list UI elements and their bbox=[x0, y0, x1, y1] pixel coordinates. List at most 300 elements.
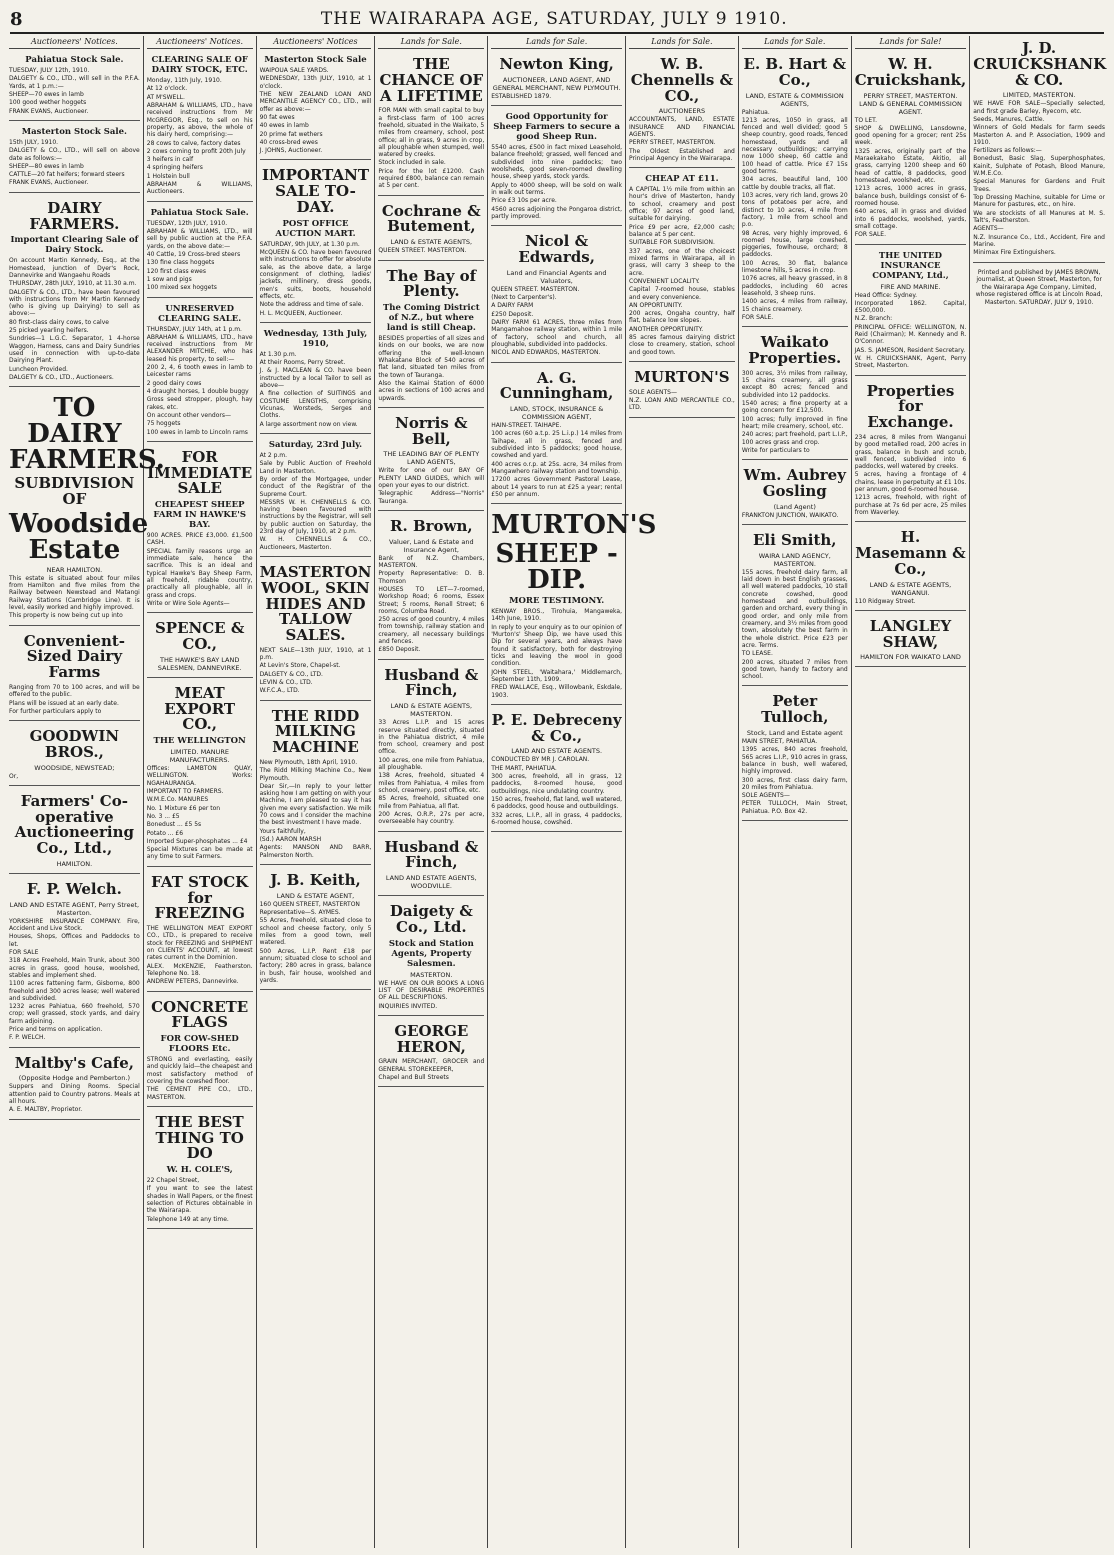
column-3 bbox=[257, 36, 376, 1548]
ad-text-line: (Next to Carpenter's). bbox=[491, 294, 557, 301]
ad-text-line: NEXT SALE—13th JULY, 1910, at 1 p.m. bbox=[259, 646, 372, 662]
ad-text-line: FRANK EVANS, Auctioneer. bbox=[9, 179, 89, 187]
ad-subheading: LAND & ESTATE AGENT, bbox=[276, 891, 355, 900]
ad-text-line: Telegraphic Address—"Norris" Tauranga. bbox=[378, 490, 485, 505]
ad-text-line: 332 acres, L.I.P., all in grass, 4 paddocks, 6-roomed house, cowshed. bbox=[491, 811, 622, 826]
advertisement bbox=[9, 196, 140, 388]
ad-text-line: 1232 acres Pahiatua, 660 freehold, 570 crop; well grassed, stock yards, and dairy farm adjoining. bbox=[9, 1003, 140, 1025]
ad-text-line: FRANKTON JUNCTION, WAIKATO. bbox=[741, 511, 839, 519]
ad-text-line: AGENTS— bbox=[973, 225, 1004, 233]
advertisement bbox=[378, 835, 484, 897]
advertisement bbox=[260, 163, 372, 322]
ad-subheading: LAND, STOCK, INSURANCE & COMMISSION AGENT, bbox=[509, 405, 604, 421]
ad-subheading: MASTERTON. bbox=[410, 970, 453, 979]
ad-text-line: 304 acres, beautiful land, 100 cattle by double tracks, all flat. bbox=[741, 176, 848, 191]
ad-headline: J. B. Keith, bbox=[270, 870, 361, 889]
ad-headline: MEAT EXPORT CO., bbox=[164, 683, 236, 734]
ad-headline: W. B. Chennells & CO., bbox=[630, 55, 734, 105]
ad-text-line: Write for particulars to bbox=[741, 446, 810, 454]
advertisement bbox=[9, 1051, 140, 1120]
ad-headline: MASTERTON WOOL, SKIN HIDES AND TALLOW SALES. bbox=[259, 563, 372, 644]
ad-headline: Nicol & Edwards, bbox=[518, 232, 595, 266]
ad-title: FOR COW-SHED FLOORS Etc. bbox=[160, 1034, 239, 1054]
advertisement bbox=[9, 877, 140, 1048]
ad-subheading: AUCTIONEERS bbox=[658, 107, 706, 116]
ad-text-line: Write or Wire Sole Agents— bbox=[146, 599, 230, 607]
ad-text-line: Ranging from 70 to 100 acres, and will be offered to the public. bbox=[9, 683, 140, 699]
ad-title: UNRESERVED CLEARING SALE. bbox=[158, 303, 242, 324]
ad-title: MORE TESTIMONY. bbox=[509, 596, 605, 607]
ad-text-line: 138 Acres, freehold, situated 4 miles from Pahiatua, 4 miles from school, creamery, post office, etc. bbox=[378, 772, 485, 794]
ad-text-line: YORKSHIRE INSURANCE COMPANY. Fire, Accident and Live Stock. bbox=[9, 917, 140, 932]
ad-text-line: Plans will be issued at an early date. bbox=[9, 699, 119, 707]
advertisement bbox=[147, 445, 253, 613]
ad-text-line: No. 3 ... £5 bbox=[146, 812, 180, 820]
advertisement bbox=[629, 171, 735, 362]
ad-subheading: LAND & ESTATE AGENTS, bbox=[390, 238, 473, 247]
ad-text-line: Houses, Shops, Offices and Paddocks to let. bbox=[9, 933, 140, 948]
advertisement bbox=[147, 616, 253, 678]
ad-text-line: Representative—S. AYMES. bbox=[259, 909, 341, 916]
ad-text-line: 25 picked yearling heifers. bbox=[9, 327, 89, 335]
ad-text-line: ABRAHAM & WILLIAMS, LTD., have received instructions from Mr ALEXANDER MITCHIE, who has leased his property, to sell:— bbox=[146, 333, 253, 363]
advertisement bbox=[147, 301, 253, 442]
ad-text-line: FOR SALE. bbox=[854, 231, 887, 239]
ad-text-line: HAIN-STREET. TAIHAPE. bbox=[491, 422, 562, 429]
ad-subheading: LAND AND ESTATE AGENTS. bbox=[511, 747, 603, 756]
ad-text-line: W. H. CHENNELLS & CO., Auctioneers, Masterton. bbox=[259, 536, 372, 551]
ad-text-line: 15th JULY, 1910. bbox=[9, 138, 59, 146]
ad-text-line: MESSRS W. H. CHENNELLS & CO. having been favoured with instructions by the Registrar, will sell by public auction on Saturday, the 23rd day of July, 1910, at 2 p.m. bbox=[259, 498, 372, 536]
ad-text-line: THURSDAY, 28th JULY, 1910, at 11.30 a.m. bbox=[9, 280, 137, 288]
ad-text-line: The Ridd Milking Machine Co., New Plymouth. bbox=[259, 767, 372, 782]
ad-text-line: This estate is situated about four miles from Hamilton and five miles from the Railway between Newstead and Matangi Railway Stations (Cambridge Line). It is level, easily worked and highly improved. bbox=[9, 574, 140, 611]
advertisement bbox=[378, 514, 484, 660]
advertisement bbox=[491, 507, 657, 705]
advertisement bbox=[260, 326, 372, 434]
advertisement bbox=[491, 229, 622, 362]
ad-text-line: TUESDAY, JULY 12th, 1910. bbox=[9, 67, 90, 74]
ad-text-line: 1540 acres; a fine property at a going concern for £12,500. bbox=[741, 400, 848, 415]
advertisement bbox=[855, 525, 967, 611]
advertisement bbox=[491, 52, 622, 106]
ad-text-line: At 2 p.m. bbox=[259, 451, 288, 459]
ad-text-line: On account Martin Kennedy, Esq., at the Homestead, junction of Dyer's Rock, Dannevirke and Wangaehu Roads bbox=[9, 257, 140, 279]
ad-text-line: 300 acres, first class dairy farm, 20 miles from Pahiatua. bbox=[741, 776, 848, 791]
ad-text-line: 1213 acres, 1050 in grass, all fenced and well divided; good 5 sheep country, good roads, fenced homestead, yards and all necessary outbuildings; carrying now 1000 sheep, 60 cattle and 100 head of cattle. Price £7 15s good terms. bbox=[741, 116, 848, 175]
ad-text-line: H. L. McQUEEN, Auctioneer. bbox=[259, 309, 343, 317]
ad-text-line: 234 acres, 8 miles from Wanganui by good metalled road, 200 acres in grass, balance in bush and scrub, well fenced, subdivided into 6 paddocks, well watered by creeks. bbox=[854, 433, 967, 471]
ad-text-line: 100 acres; fully improved in fine heart; mile creamery, school, etc. bbox=[741, 415, 848, 430]
ad-text-line: TO LET. bbox=[854, 116, 877, 124]
ad-text-line: CONDUCTED BY MR J. CAROLAN. bbox=[491, 756, 590, 764]
ad-text-line: The Oldest Established and Principal Agency in the Wairarapa. bbox=[629, 147, 735, 162]
ad-title: Saturday, 23rd July. bbox=[268, 439, 363, 450]
advertisement bbox=[855, 614, 967, 668]
ad-text-line: FRED WALLACE, Esq., Willowbank, Eskdale, 1903. bbox=[491, 684, 622, 699]
ad-headline: THE BEST THING TO DO bbox=[155, 1112, 244, 1163]
ad-subheading: WAIRA LAND AGENCY, MASTERTON. bbox=[758, 551, 831, 568]
ad-text-line: CATTLE—20 fat heifers; forward steers bbox=[9, 171, 125, 179]
ad-text-line: N.Z. LOAN AND MERCANTILE CO., LTD. bbox=[629, 397, 735, 412]
ad-subheading: (Land Agent) bbox=[773, 502, 816, 511]
column-heading: Auctioneers' Notices. bbox=[147, 36, 253, 49]
ad-text-line: THURSDAY, JULY 14th, at 1 p.m. bbox=[146, 325, 242, 333]
ad-title: THE UNITED INSURANCE COMPANY, Ltd., bbox=[872, 250, 949, 281]
ad-headline: P. E. Debreceny & Co., bbox=[491, 710, 622, 745]
ad-headline: Daigety & Co., Ltd. bbox=[389, 902, 473, 936]
ad-text-line: PERRY STREET, MASTERTON. bbox=[629, 139, 716, 147]
ad-text-line: 337 acres, one of the choicest mixed farms in Wairarapa, all in grass, will carry 3 sheep to the acre. bbox=[629, 247, 735, 277]
ad-text-line: New Plymouth, 18th April, 1910. bbox=[259, 758, 358, 766]
ad-text-line: WE HAVE ON OUR BOOKS A LONG LIST OF DESIRABLE PROPERTIES OF ALL DESCRIPTIONS. bbox=[378, 979, 485, 1002]
advertisement bbox=[973, 36, 1105, 263]
ad-headline: FOR IMMEDIATE SALE bbox=[147, 447, 253, 498]
ad-text-line: 100 Acres, 30 flat, balance limestone hills, 5 acres in crop. bbox=[741, 259, 848, 275]
ad-subheading: FIRE AND MARINE. bbox=[880, 282, 941, 291]
ad-text-line: For further particulars apply to bbox=[9, 707, 102, 715]
ad-text-line: WE HAVE FOR SALE—Specially selected, and first grade Barley, Ryecorn, etc. bbox=[973, 100, 1105, 115]
ad-subheading: (Opposite Hodge and Pemberton.) bbox=[18, 1074, 130, 1083]
ad-text-line: 200 Acres, O.R.P., 27s per acre, overseeable hay country. bbox=[378, 810, 485, 826]
ad-text-line: IMPORTANT TO FARMERS. bbox=[146, 787, 224, 795]
ad-text-line: SPECIAL family reasons urge an immediate sale, hence the sacrifice. This is an ideal and typical Hawke's Bay Sheep Farm, all freehold, ridable country, practically all ploughable, all in grass and crops. bbox=[146, 547, 253, 599]
advertisement bbox=[260, 437, 372, 557]
ad-text-line: Apply to 4000 sheep, will be sold on walk in walk out terms. bbox=[491, 181, 622, 196]
ad-text-line: 150 acres, freehold, flat land, well watered, 6 paddocks, good house and outbuildings. bbox=[491, 795, 622, 811]
ad-headline: FAT STOCK for FREEZING bbox=[151, 872, 249, 923]
ad-headline: CONCRETE FLAGS bbox=[151, 997, 249, 1032]
ad-text-line: Price and terms on application. bbox=[9, 1026, 103, 1034]
ad-text-line: N.Z. Branch: bbox=[854, 315, 893, 323]
ad-text-line: AN OPPORTUNITY. bbox=[629, 301, 683, 309]
ad-text-line: FOR SALE. bbox=[741, 313, 774, 321]
ad-title: CLEARING SALE OF DAIRY STOCK, ETC. bbox=[151, 55, 248, 75]
ad-text-line: 90 fat ewes bbox=[259, 113, 295, 121]
advertisement bbox=[147, 870, 253, 992]
ad-text-line: N.Z. Insurance Co., Ltd., Accident, Fire and Marine. bbox=[973, 233, 1105, 248]
ad-subheading: LAND, ESTATE & COMMISSION AGENTS, bbox=[745, 91, 844, 108]
ad-text-line: MAIN STREET, PAHIATUA. bbox=[741, 737, 818, 745]
ad-text-line: 5 acres, having a frontage of 4 chains, lease in perpetuity at £1 10s. per annum, good 6-roomed house. bbox=[854, 471, 967, 494]
ad-text-line: 98 Acres, very highly improved, 6 roomed house, large cowshed, piggeries, fowlhouse, orchard; 8 paddocks. bbox=[741, 229, 848, 259]
ad-text-line: Gross seed stropper, plough, hay rakes, etc. bbox=[146, 396, 253, 411]
advertisement bbox=[147, 205, 253, 298]
ad-text-line: 1213 acres, freehold, with right of purchase at 7s 6d per acre, 25 miles from Waverley. bbox=[854, 494, 967, 516]
ad-text-line: JOHN STEEL, 'Waitahara,' Middlemarch, September 11th, 1909. bbox=[491, 668, 622, 683]
ad-headline: A. G. Cunningham, bbox=[499, 368, 614, 403]
ad-subheading: THE HAWKE'S BAY LAND SALESMEN, DANNEVIRKE. bbox=[157, 655, 242, 672]
ad-headline: Wm. Aubrey Gosling bbox=[743, 466, 846, 500]
ad-text-line: 85 Acres, freehold, situated one mile from Pahiatua, all flat. bbox=[378, 795, 485, 810]
column-heading: Lands for Sale. bbox=[742, 36, 848, 49]
ad-subheading: HAMILTON FOR WAIKATO LAND bbox=[860, 653, 961, 662]
ad-subheading: HAMILTON. bbox=[56, 859, 93, 868]
ad-text-line: Price for the lot £1200. Cash required £800, balance can remain at 5 per cent. bbox=[378, 167, 485, 190]
ad-text-line: Potato ... £6 bbox=[146, 829, 184, 837]
advertisement bbox=[378, 264, 484, 408]
advertisement bbox=[629, 52, 735, 168]
ad-text-line: 1 sow and pigs bbox=[146, 275, 192, 283]
ad-text-line: WEDNESDAY, 13th JULY, 1910, at 1 o'clock. bbox=[259, 75, 372, 90]
column-8 bbox=[852, 36, 971, 1548]
ad-subheading: LAND AND ESTATE AGENTS, WOODVILLE. bbox=[385, 874, 477, 891]
ad-subheading: LAND AND ESTATE AGENT, Perry Street, Masterton. bbox=[9, 900, 140, 917]
ad-display-heading: TO DAIRY FARMERS. bbox=[9, 393, 165, 476]
ad-text-line: Chapel and Bull Streets bbox=[378, 1073, 449, 1081]
ad-text-line: 5540 acres, £500 in fact mixed Leasehold, balance freehold; grassed, well fenced and subdivided into nine paddocks; two woolsheds, good seven-roomed dwelling house, sheep yards, stock yards. bbox=[491, 144, 622, 181]
ad-text-line: 640 acres, all in grass and divided into 6 paddocks, woolshed, yards, small cottage. bbox=[854, 208, 967, 230]
ad-headline: IMPORTANT SALE TO-DAY. bbox=[261, 166, 370, 216]
advertisement bbox=[9, 124, 140, 193]
ad-text-line: ABRAHAM & WILLIAMS, LTD., will sell by public auction at the P.F.A. yards, on the above date:— bbox=[146, 228, 253, 250]
ad-text-line: 155 acres, freehold dairy farm, all laid down in best English grasses, all well watered paddocks, 10 stall concrete cowshed, good homestead and outbuildings, garden and orchard, every thing in good order, and only mile from creamery, and 3½ miles from good town, absolutely the best farm in the whole district. Price £23 per acre. Terms. bbox=[741, 568, 848, 649]
ad-title: Pahiatua Stock Sale. bbox=[25, 55, 124, 65]
column-heading: Lands for Sale. bbox=[629, 36, 735, 49]
advertisement bbox=[855, 379, 967, 523]
ad-text-line: Write for one of our BAY OF PLENTY LAND GUIDES, which will open your eyes to our district. bbox=[378, 467, 485, 489]
advertisement bbox=[9, 724, 140, 786]
ad-headline: J. D. CRUICKSHANK & CO. bbox=[973, 39, 1107, 89]
advertisement bbox=[491, 109, 622, 226]
ad-text-line: 3 heifers in calf bbox=[146, 156, 194, 164]
ad-headline: SUBDIVISION OF bbox=[14, 474, 135, 508]
ad-title: Masterton Stock Sale. bbox=[21, 126, 127, 137]
ad-text-line: 200 2, 4, 6 tooth ewes in lamb to Leicester rams bbox=[146, 364, 253, 379]
ad-text-line: Special Mixtures can be made at any time to suit Farmers. bbox=[146, 846, 253, 861]
ad-display-heading-2: SHEEP - DIP. bbox=[495, 539, 618, 596]
ad-text-line: ABRAHAM & WILLIAMS, LTD., have received instructions from Mr McGREGOR, Esq., to sell on his property, as above, the whole of his dairy herd, comprising:— bbox=[146, 101, 253, 139]
advertisement bbox=[147, 995, 253, 1107]
ad-text-line: Sale by Public Auction of Freehold Land in Masterton. bbox=[259, 460, 372, 475]
advertisement bbox=[378, 199, 484, 261]
ad-headline: Waikato Properties. bbox=[748, 333, 842, 367]
ad-text-line: 900 ACRES. PRICE £3,000. £1,500 CASH. bbox=[146, 532, 253, 547]
ad-text-line: 1400 acres, 4 miles from railway, 15 chains creamery. bbox=[741, 298, 848, 313]
ad-headline: MURTON'S bbox=[634, 368, 730, 386]
ad-text-line: SHEEP—70 ewes in lamb bbox=[9, 90, 84, 98]
ad-title: Pahiatua Stock Sale. bbox=[150, 207, 249, 218]
advertisement bbox=[491, 708, 622, 832]
ad-text-line: Winners of Gold Medals for farm seeds Masterton A. and P. Association, 1909 and 1910. bbox=[973, 124, 1105, 146]
ad-text-line: 100 good wether hoggets bbox=[9, 99, 87, 107]
ad-headline: W. H. Cruickshank, bbox=[854, 55, 967, 89]
ad-headline: Eli Smith, bbox=[753, 531, 837, 549]
ad-text-line: Property Representative: D. B. Thomson bbox=[378, 570, 485, 585]
ad-text-line: At 1.30 p.m. bbox=[259, 350, 297, 358]
ad-subheading: PERRY STREET, MASTERTON. LAND & GENERAL COMMISSION AGENT. bbox=[859, 91, 962, 116]
advertisement bbox=[742, 689, 848, 821]
ad-subheading: NEAR HAMILTON. bbox=[46, 565, 103, 574]
ad-headline: E. B. Hart & Co., bbox=[743, 55, 847, 89]
ad-text-line: DALGETY & CO., LTD. bbox=[259, 670, 323, 678]
ad-text-line: 4560 acres adjoining the Pongaroa district, partly improved. bbox=[491, 205, 622, 220]
ad-text-line: W.F.C.A., LTD. bbox=[259, 687, 300, 695]
ad-display-heading: MURTON'S bbox=[491, 510, 657, 541]
advertisement bbox=[260, 704, 372, 865]
ad-text-line: 17200 acres Government Pastoral Lease, about 14 years to run at £25 a year; rental £50 per annum. bbox=[491, 476, 622, 498]
ad-title: CHEAPEST SHEEP FARM IN HAWKE'S BAY. bbox=[153, 500, 246, 531]
ad-text-line: 130 fine class hoggets bbox=[146, 259, 215, 267]
ad-text-line: Suppers and Dining Rooms. Special attention paid to Country patrons. Meals at all hours. bbox=[9, 1083, 140, 1106]
ad-text-line: ANDREW PETERS, Dannevirke. bbox=[146, 978, 239, 986]
ad-text-line: WAIPOUA SALE YARDS. bbox=[259, 67, 329, 74]
ad-text-line: 160 QUEEN STREET, MASTERTON bbox=[259, 900, 360, 908]
ad-subheading: LAND & ESTATE AGENTS, WANGANUI. bbox=[869, 580, 952, 597]
ad-headline: Cochrane & Butement, bbox=[381, 201, 481, 236]
ad-title: POST OFFICE AUCTION MART. bbox=[275, 218, 356, 239]
ad-text-line: LEVIN & CO., LTD. bbox=[259, 679, 313, 686]
ad-headline: LANGLEY SHAW, bbox=[869, 616, 952, 651]
advertisement bbox=[742, 330, 848, 460]
ad-text-line: Note the address and time of sale. bbox=[259, 301, 364, 309]
ad-text-line: Price £3 10s per acre. bbox=[491, 197, 557, 205]
ad-text-line: Bonedust ... £5 5s bbox=[146, 821, 202, 829]
ad-text-line: Fertilizers as follows:— bbox=[973, 147, 1042, 155]
ad-text-line: ABRAHAM & WILLIAMS, Auctioneers. bbox=[146, 181, 253, 196]
ad-text-line: W. H. CRUICKSHANK, Agent, Perry Street, Masterton. bbox=[854, 355, 967, 370]
ad-text-line: KENWAY BROS., Tirohuia, Mangaweka, 14th June, 1910. bbox=[491, 608, 622, 623]
ad-text-line: Offices: LAMBTON QUAY, WELLINGTON. Works: NGAHAURANGA. bbox=[146, 765, 253, 787]
ad-text-line: BESIDES properties of all sizes and kinds on our books, we are now offering the well-known Whakatane Block of 540 acres of flat land, situated ten miles from the town of Tauranga. bbox=[378, 335, 485, 379]
ad-text-line: No. 1 Mixture £6 per ton bbox=[146, 804, 221, 812]
advertisement bbox=[9, 789, 140, 874]
ad-subheading: THE LEADING BAY OF PLENTY LAND AGENTS, bbox=[383, 450, 480, 467]
ad-text-line: THE WELLINGTON MEAT EXPORT CO., LTD., is prepared to receive stock for FREEZING and SHIPMENT on CLIENTS' ACCOUNT, at lowest rates current in the Dominion. bbox=[146, 925, 253, 962]
ad-text-line: SOLE AGENTS— bbox=[741, 792, 790, 800]
ad-headline: Farmers' Co-operative Auctioneering Co., Ltd., bbox=[14, 791, 135, 858]
ad-text-line: THE NEW ZEALAND LOAN AND MERCANTILE AGENCY CO., LTD., will offer as above:— bbox=[259, 90, 372, 113]
column-heading: Lands for Sale. bbox=[491, 36, 622, 49]
ad-text-line: A fine collection of SUITINGS and COSTUME LENGTHS, comprising Vicunas, Worsteds, Serges and Cloths. bbox=[259, 390, 372, 420]
ad-text-line: SOLE AGENTS— bbox=[629, 388, 677, 396]
column-6 bbox=[626, 36, 739, 1548]
ad-text-line: 250 acres of good country, 4 miles from township, railway station and creamery, all necessary buildings and fences. bbox=[378, 616, 485, 646]
column-heading: Lands for Sale. bbox=[378, 36, 484, 49]
ad-text-line: HOUSES TO LET—7-roomed, Workshop Road; 6 rooms, Essex Street; 5 rooms, Renall Street; 6 rooms, Columba Road. bbox=[378, 585, 485, 615]
ad-headline: Norris & Bell, bbox=[395, 413, 468, 448]
ad-text-line: Stock included in sale. bbox=[378, 159, 446, 167]
ad-text-line: 33 Acres L.I.P. and 15 acres reserve situated directly, situated in the Pahiatua district, 4 mile from school, creamery and post office. bbox=[378, 719, 485, 756]
advertisement bbox=[742, 463, 848, 525]
ad-headline: The Bay of Plenty. bbox=[386, 266, 477, 301]
ad-text-line: THE CEMENT PIPE CO., LTD., MASTERTON. bbox=[146, 1086, 253, 1101]
ad-text-line: Minimax Fire Extinguishers. bbox=[973, 249, 1056, 257]
advertisement bbox=[147, 52, 253, 202]
ad-text-line: 4 springing heifers bbox=[146, 164, 203, 172]
advert-columns bbox=[6, 36, 1108, 1548]
ad-title: Masterton Stock Sale bbox=[264, 55, 367, 65]
page-number: 8 bbox=[10, 8, 23, 30]
ad-text-line: TUESDAY, 12th JULY, 1910. bbox=[146, 219, 228, 227]
ad-title: THE WELLINGTON bbox=[153, 736, 246, 746]
ad-subheading: LIMITED, MASTERTON. bbox=[1002, 91, 1076, 100]
ad-text-line: 1213 acres, 1000 acres in grass, balance bush, buildings consist of 6-roomed house. bbox=[854, 185, 967, 207]
ad-text-line: TO LEASE. bbox=[741, 650, 773, 658]
ad-text-line: NICOL AND EDWARDS, MASTERTON. bbox=[491, 349, 601, 357]
ad-text-line: On account other vendors— bbox=[146, 411, 232, 419]
ad-text-line: 55 Acres, freehold, situated close to school and cheese factory, only 5 miles from a good town, well watered. bbox=[259, 917, 372, 947]
advertisement bbox=[378, 1019, 484, 1087]
ad-subheading: WOODSIDE, NEWSTEAD; bbox=[34, 763, 115, 772]
advertisement bbox=[378, 52, 484, 196]
ad-text-line: 40 Cattle, 19 Cross-bred steers bbox=[146, 250, 241, 258]
ad-text-line: FRANK EVANS, Auctioneer. bbox=[9, 107, 89, 115]
ad-text-line: 318 Acres Freehold, Main Trunk, about 300 acres in grass, good house, woolshed, stables and implement shed. bbox=[9, 957, 140, 979]
ad-text-line: ANOTHER OPPORTUNITY. bbox=[629, 325, 704, 333]
ad-text-line: ALEX. McKENZIE, Featherston. Telephone No. 18. bbox=[146, 962, 253, 977]
ad-text-line: ACCOUNTANTS, LAND, ESTATE INSURANCE AND FINANCIAL AGENTS. bbox=[629, 116, 735, 138]
ad-text-line: 2 cows coming to profit 20th July bbox=[146, 147, 246, 155]
ad-text-line: Special Manures for Gardens and Fruit Trees. bbox=[973, 178, 1105, 193]
advertisement bbox=[9, 52, 140, 121]
ad-text-line: This property is now being cut up into bbox=[9, 612, 123, 620]
ad-text-line: 1076 acres, all heavy grassed, in 8 paddocks, including 60 acres leasehold, 3 sheep runs. bbox=[741, 275, 848, 297]
ad-text-line: Yours faithfully, bbox=[259, 827, 306, 835]
ad-text-line: 1 Holstein bull bbox=[146, 172, 190, 180]
column-4 bbox=[375, 36, 488, 1548]
ad-text-line: QUEEN STREET. MASTERTON. bbox=[491, 285, 580, 293]
ad-text-line: 100 ewes in lamb to Lincoln rams bbox=[146, 428, 248, 436]
ad-text-line: At their Rooms, Perry Street. bbox=[259, 359, 346, 367]
ad-text-line: W.M.E.Co. MANURES bbox=[146, 796, 209, 804]
advertisement bbox=[260, 560, 372, 701]
ad-text-line: ESTABLISHED 1879. bbox=[491, 92, 552, 100]
ad-headline: Husband & Finch, bbox=[384, 837, 479, 872]
ad-text-line: FOR SALE bbox=[9, 948, 39, 956]
advertisement bbox=[629, 365, 735, 418]
ad-text-line: 28 cows to calve, factory dates bbox=[146, 139, 241, 147]
ad-text-line: 4 draught horses, 1 double buggy bbox=[146, 388, 249, 395]
ad-text-line: SUITABLE FOR SUBDIVISION. bbox=[629, 239, 715, 247]
ad-text-line: 85 acres famous dairying district close to creamery, station, school and good town. bbox=[629, 334, 735, 356]
ad-headline: Convenient-Sized Dairy Farms bbox=[23, 631, 126, 682]
ad-text-line: Bonedust, Basic Slag, Superphosphates, Kainit, Sulphate of Potash, Blood Manure, W.M.E.Co. bbox=[973, 155, 1105, 178]
ad-text-line: THE MART, PAHIATUA. bbox=[491, 764, 557, 772]
advertisement bbox=[378, 411, 484, 511]
ad-text-line: Incorporated 1862. Capital, £500,000. bbox=[854, 299, 967, 315]
ad-text-line: By order of the Mortgagee, under conduct of the Registrar of the Supreme Court. bbox=[259, 475, 372, 498]
ad-text-line: Head Office: Sydney. bbox=[854, 291, 917, 299]
advertisement bbox=[378, 899, 484, 1016]
ad-headline: GOODWIN BROS., bbox=[29, 727, 120, 761]
ad-headline: R. Brown, bbox=[390, 516, 473, 535]
ad-text-line: A CAPITAL 1½ mile from within an hour's drive of Masterton, handy to school, creamery and post office; 97 acres of good land, suitable for dairying. bbox=[629, 186, 735, 223]
ad-headline: DAIRY FARMERS. bbox=[29, 198, 120, 233]
ad-text-line: DALGETY & CO., LTD., have been favoured with instructions from Mr Martin Kennedy (who is giving up Dairying) to sell as above:— bbox=[9, 288, 140, 318]
ad-title: Wednesday, 13th July, 1910, bbox=[263, 328, 368, 349]
ad-text-line: GRAIN MERCHANT, GROCER and GENERAL STOREKEEPER, bbox=[378, 1058, 485, 1073]
ad-text-line: INQUIRIES INVITED. bbox=[378, 1002, 438, 1010]
ad-text-line: Seeds, Manures, Cattle. bbox=[973, 115, 1045, 123]
advertisement bbox=[742, 528, 848, 686]
ad-text-line: A. E. MALTBY, Proprietor. bbox=[9, 1106, 83, 1114]
ad-headline: Properties for Exchange. bbox=[866, 381, 955, 432]
ad-text-line: Capital 7-roomed house, stables and every convenience. bbox=[629, 286, 735, 301]
ad-text-line: JAS. S. JAMESON, Resident Secretary. bbox=[854, 346, 966, 354]
ad-text-line: McQUEEN & CO. have been favoured with instructions to offer for absolute sale, as the above date, a large consignment of clothing, ladies' jackets, millinery, dress goods, men's suits, boots, household effects, etc. bbox=[259, 249, 372, 300]
advertisement bbox=[855, 248, 967, 376]
ad-text-line: 40 ewes in lamb bbox=[259, 122, 309, 130]
ad-text-line: Pahiatua. bbox=[741, 108, 770, 116]
ad-text-line: At 12 o'clock. bbox=[146, 85, 188, 93]
ad-text-line: DALGETY & CO., LTD., Auctioneers. bbox=[9, 373, 114, 381]
ad-title: The Coming District of N.Z., but where land is still Cheap. bbox=[382, 303, 480, 333]
ad-text-line: 20 prime fat wethers bbox=[259, 130, 323, 138]
ad-text-line: 1100 acres fattening farm, Gisborne, 800 freehold and 300 acres lease; well watered and subdivided. bbox=[9, 980, 140, 1002]
ad-text-line: 300 acres, freehold, all in grass, 12 paddocks, 8-roomed house, good outbuildings, nice undulating country. bbox=[491, 773, 622, 795]
ad-text-line: Dear Sir,—In reply to your letter asking how I am getting on with your Machine, I am pleased to say it has given me every satisfaction. We milk 70 cows and I consider the machine the best investment I have made. bbox=[259, 782, 372, 827]
